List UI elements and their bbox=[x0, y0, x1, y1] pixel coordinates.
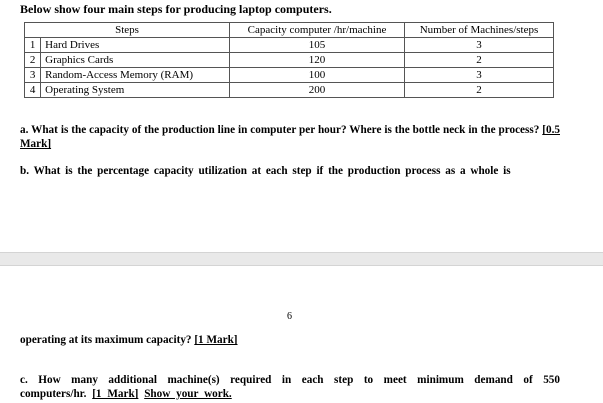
question-c-mark: [1 Mark] bbox=[92, 388, 139, 400]
row-number: 2 bbox=[25, 53, 41, 68]
table-header-row bbox=[25, 23, 554, 38]
question-a bbox=[20, 123, 560, 151]
row-machines: 3 bbox=[405, 68, 554, 83]
header-capacity: Capacity computer /hr/machine bbox=[230, 23, 405, 38]
document-heading: Below show four main steps for producing laptop computers. bbox=[20, 2, 332, 16]
row-number: 3 bbox=[25, 68, 41, 83]
row-number: 4 bbox=[25, 83, 41, 98]
row-machines: 2 bbox=[405, 53, 554, 68]
page-break bbox=[0, 252, 603, 266]
table-row bbox=[25, 38, 554, 53]
question-a-text: a. What is the capacity of the production line in computer per hour? Where is the bottle neck in the process? bbox=[20, 124, 540, 136]
page-number: 6 bbox=[287, 311, 292, 322]
header-steps: Steps bbox=[25, 23, 230, 38]
table-row bbox=[25, 83, 554, 98]
question-b-continuation bbox=[20, 333, 238, 347]
question-b-continuation-text: operating at its maximum capacity? bbox=[20, 334, 192, 346]
question-a-mark: [0.5 Mark] bbox=[20, 124, 560, 150]
question-c bbox=[20, 373, 560, 401]
row-step-name: Hard Drives bbox=[41, 38, 230, 53]
table-row bbox=[25, 53, 554, 68]
question-b bbox=[20, 164, 560, 178]
table-row bbox=[25, 68, 554, 83]
steps-table bbox=[24, 22, 554, 98]
row-step-name: Random-Access Memory (RAM) bbox=[41, 68, 230, 83]
row-step-name: Operating System bbox=[41, 83, 230, 98]
question-b-text: b. What is the percentage capacity utilization at each step if the production process as a whole is bbox=[20, 165, 511, 177]
row-capacity: 200 bbox=[230, 83, 405, 98]
header-machines: Number of Machines/steps bbox=[405, 23, 554, 38]
row-step-name: Graphics Cards bbox=[41, 53, 230, 68]
row-machines: 3 bbox=[405, 38, 554, 53]
question-c-text: c. How many additional machine(s) required in each step to meet minimum demand of 550 computers/hr. bbox=[20, 374, 560, 400]
row-capacity: 105 bbox=[230, 38, 405, 53]
row-machines: 2 bbox=[405, 83, 554, 98]
row-number: 1 bbox=[25, 38, 41, 53]
question-b-mark: [1 Mark] bbox=[194, 334, 238, 346]
row-capacity: 120 bbox=[230, 53, 405, 68]
question-c-instruction: Show your work. bbox=[144, 388, 232, 400]
row-capacity: 100 bbox=[230, 68, 405, 83]
